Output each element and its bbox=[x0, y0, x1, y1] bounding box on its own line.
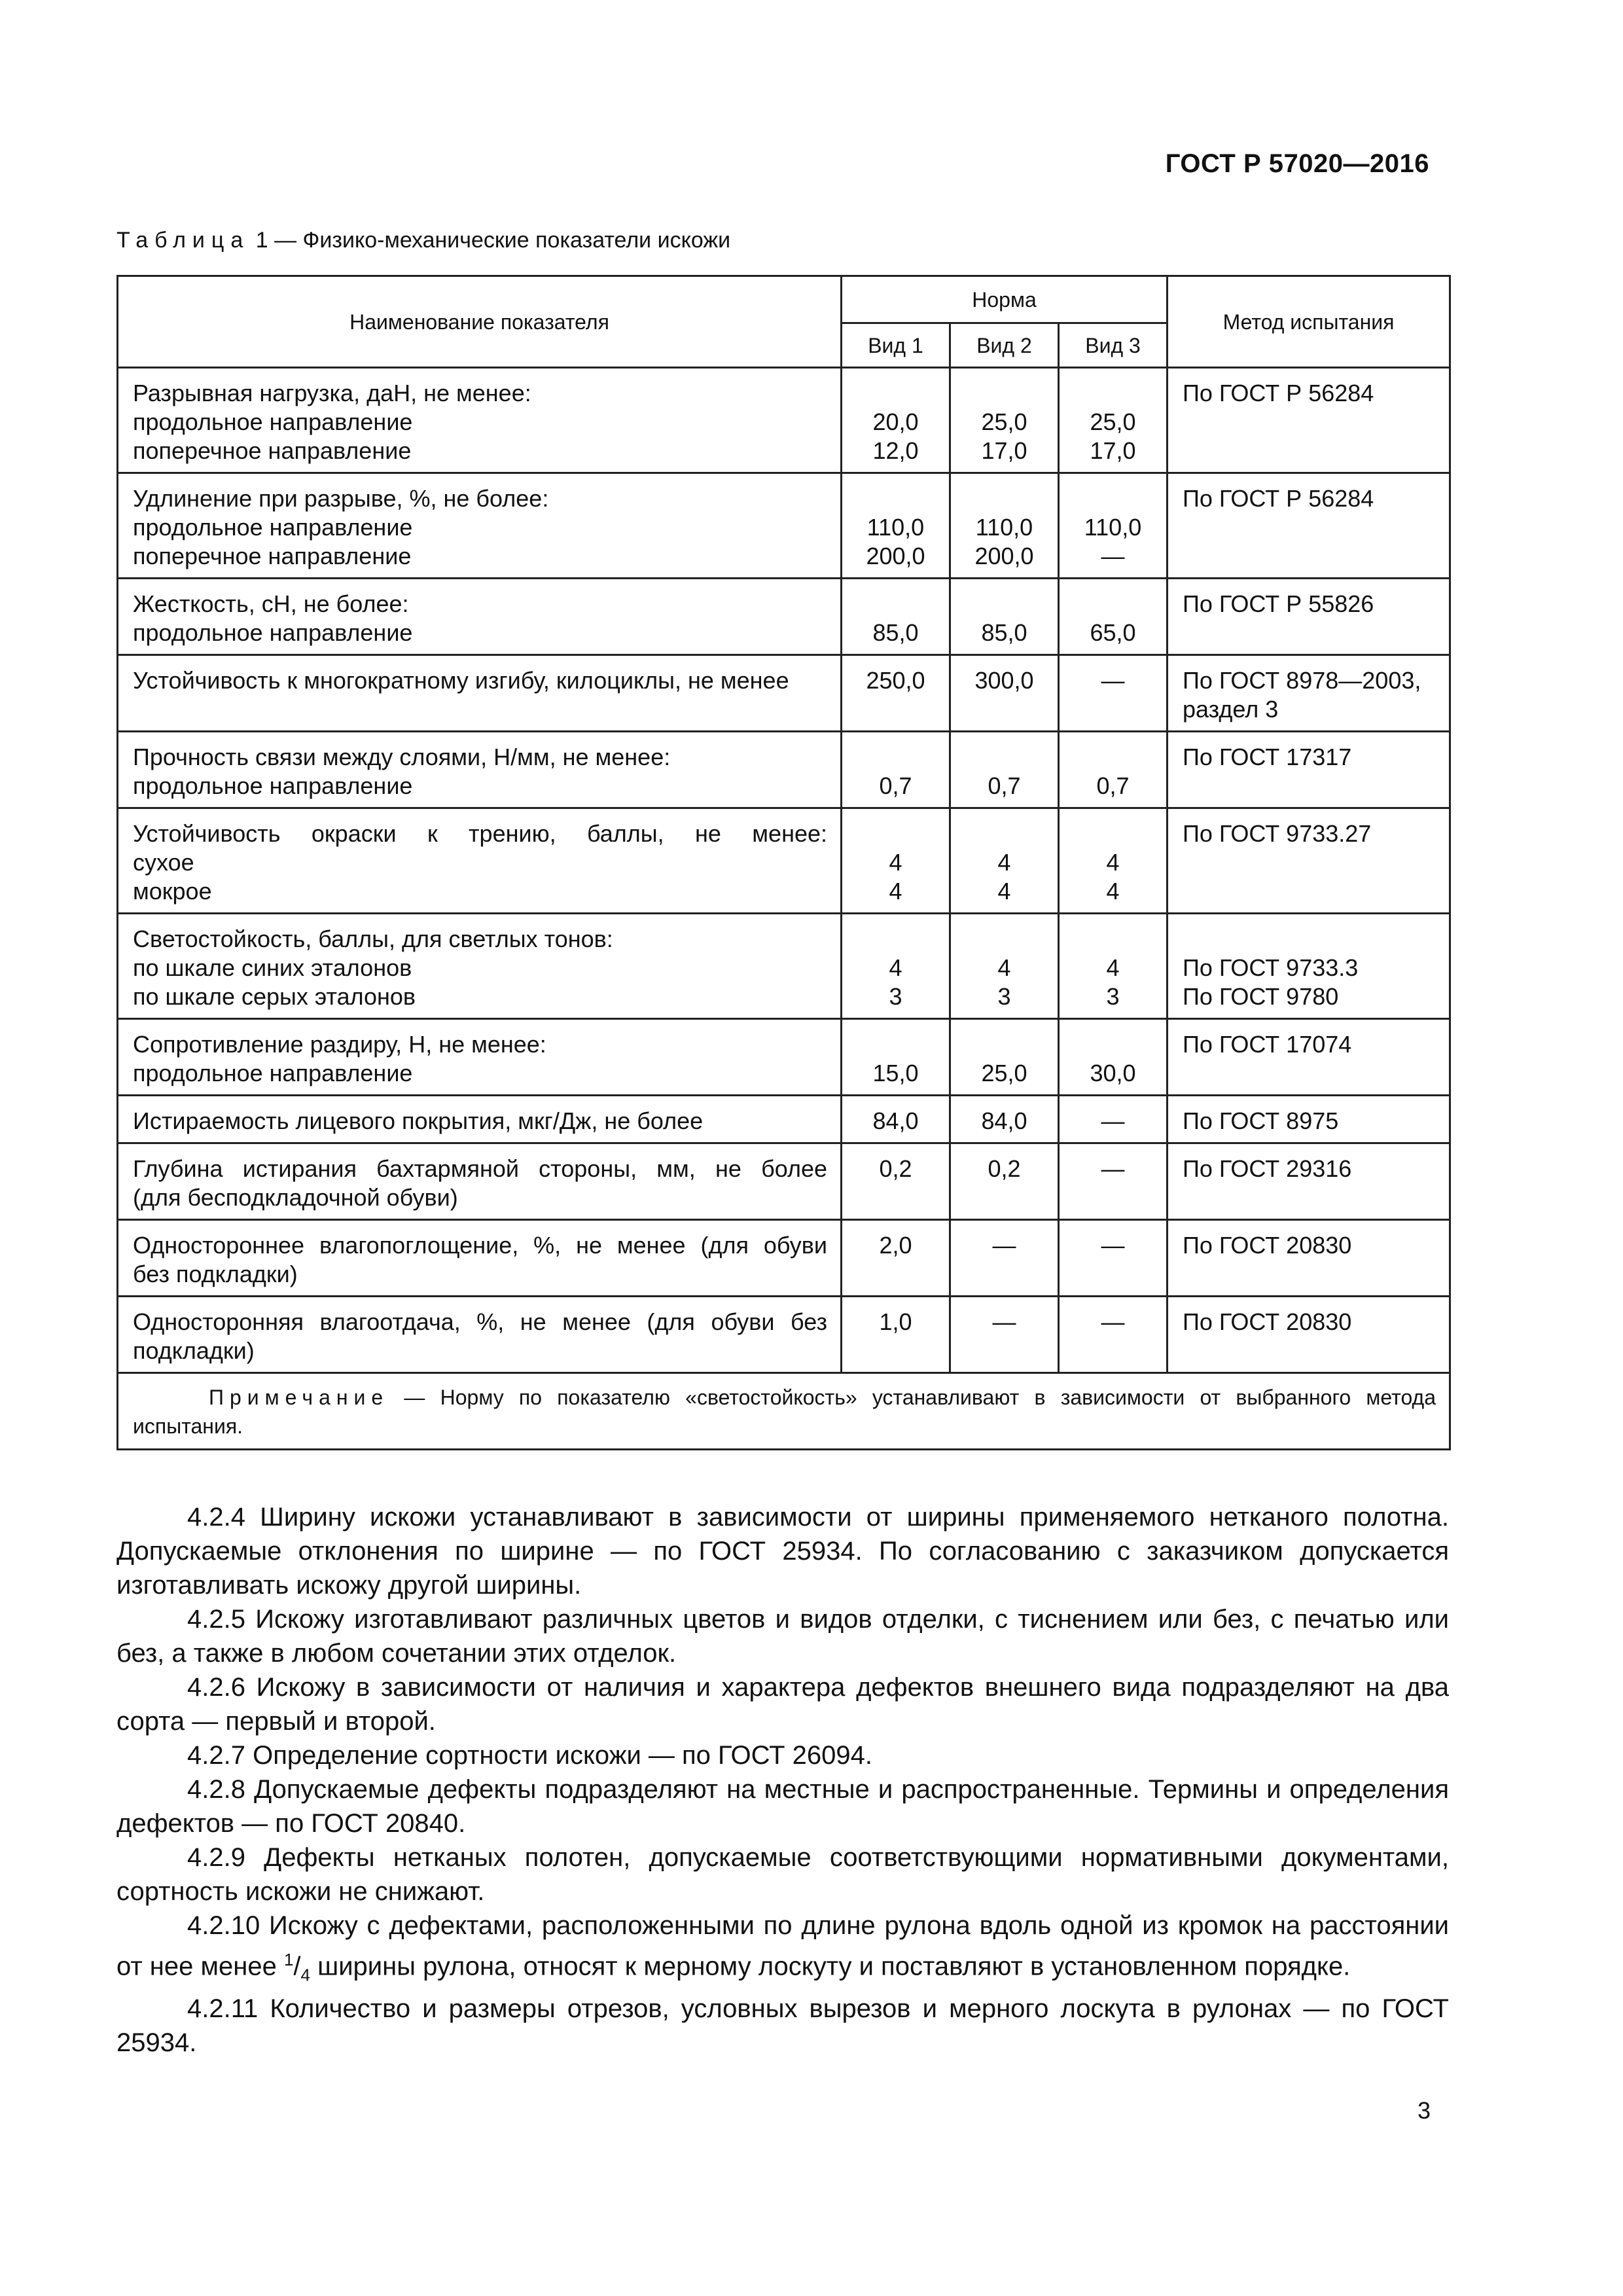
table-row bbox=[118, 1220, 1450, 1297]
header-norm: Норма bbox=[842, 276, 1168, 323]
type-1-value-cell-line: 2,0 bbox=[879, 1232, 912, 1259]
table-row bbox=[118, 1096, 1450, 1143]
indicator-name-cell bbox=[118, 914, 842, 1019]
type-2-value-cell-line: 0,2 bbox=[988, 1155, 1021, 1182]
test-method-cell-line: По ГОСТ 17317 bbox=[1183, 744, 1352, 770]
type-1-value-cell bbox=[842, 732, 950, 808]
indicator-name-cell bbox=[118, 1220, 842, 1297]
indicator-name-cell-line: без подкладки) bbox=[133, 1261, 298, 1287]
type-2-value-cell-line: 4 bbox=[997, 849, 1011, 876]
indicator-name-cell bbox=[118, 1143, 842, 1220]
type-2-value-cell bbox=[950, 579, 1059, 655]
type-2-value-cell-line bbox=[957, 1030, 1051, 1059]
indicator-name-cell-line: продольное направление bbox=[133, 1060, 413, 1086]
type-2-value-cell-line bbox=[957, 925, 1051, 954]
type-1-value-cell-line: 0,7 bbox=[879, 772, 912, 799]
body-paragraph: 4.2.5 Искожу изготавливают различных цветов и видов отделки, с тиснением или без, с печатью или без, а также в любом сочетании этих отделок. bbox=[116, 1605, 1449, 1668]
test-method-cell-line: По ГОСТ 20830 bbox=[1183, 1308, 1352, 1335]
type-3-value-cell bbox=[1059, 808, 1168, 914]
test-method-cell-line: По ГОСТ 8975 bbox=[1183, 1107, 1339, 1134]
type-3-value-cell-line: — bbox=[1101, 1308, 1125, 1335]
type-3-value-cell-line bbox=[1066, 819, 1160, 848]
body-paragraph: 4.2.7 Определение сортности искожи — по ГОСТ 26094. bbox=[187, 1741, 873, 1770]
type-2-value-cell-line bbox=[957, 819, 1051, 848]
type-3-value-cell bbox=[1059, 1297, 1168, 1373]
table-note bbox=[118, 1373, 1450, 1450]
indicator-name-cell-line: Односторонняя влагоотдача, %, не менее (для обуви без bbox=[133, 1308, 827, 1335]
test-method-cell-line: По ГОСТ 8978—2003, bbox=[1183, 667, 1421, 694]
type-2-value-cell bbox=[950, 732, 1059, 808]
body-text bbox=[116, 1500, 1449, 2060]
type-2-value-cell-line: 85,0 bbox=[981, 619, 1027, 646]
test-method-cell-line: По ГОСТ 17074 bbox=[1183, 1031, 1352, 1058]
type-2-value-cell-line: 17,0 bbox=[981, 437, 1027, 464]
test-method-cell bbox=[1168, 368, 1450, 473]
type-1-value-cell-line: 15,0 bbox=[872, 1060, 919, 1086]
table-row bbox=[118, 655, 1450, 732]
indicator-name-cell-line: Светостойкость, баллы, для светлых тонов: bbox=[133, 925, 613, 952]
type-3-value-cell-line: 4 bbox=[1106, 878, 1120, 905]
type-1-value-cell-line: 12,0 bbox=[872, 437, 919, 464]
table-caption-prefix: Таблица bbox=[116, 228, 250, 253]
type-1-value-cell-line: 200,0 bbox=[866, 543, 925, 569]
type-1-value-cell bbox=[842, 1143, 950, 1220]
indicator-name-cell-line: поперечное направление bbox=[133, 543, 412, 569]
type-1-value-cell-line: 4 bbox=[889, 954, 902, 981]
type-3-value-cell bbox=[1059, 368, 1168, 473]
page-number: 3 bbox=[1417, 2097, 1431, 2124]
test-method-cell bbox=[1168, 1096, 1450, 1143]
type-3-value-cell-line: 30,0 bbox=[1090, 1060, 1136, 1086]
test-method-cell bbox=[1168, 808, 1450, 914]
body-paragraph: 4.2.6 Искожу в зависимости от наличия и характера дефектов внешнего вида подразделяют на два сорта — первый и второй. bbox=[116, 1673, 1449, 1736]
indicator-name-cell bbox=[118, 1096, 842, 1143]
type-2-value-cell bbox=[950, 655, 1059, 732]
type-3-value-cell-line: 3 bbox=[1106, 983, 1120, 1010]
table-row bbox=[118, 579, 1450, 655]
indicator-name-cell-line: продольное направление bbox=[133, 619, 413, 646]
type-2-value-cell-line: 110,0 bbox=[975, 514, 1033, 541]
test-method-cell bbox=[1168, 1143, 1450, 1220]
type-3-value-cell bbox=[1059, 914, 1168, 1019]
type-3-value-cell-line bbox=[1066, 484, 1160, 513]
type-3-value-cell bbox=[1059, 732, 1168, 808]
test-method-cell-line: По ГОСТ Р 56284 bbox=[1183, 485, 1374, 512]
type-3-value-cell-line: 4 bbox=[1106, 954, 1120, 981]
type-1-value-cell bbox=[842, 655, 950, 732]
indicator-name-cell-line: мокрое bbox=[133, 878, 212, 905]
type-1-value-cell-line: 84,0 bbox=[872, 1107, 919, 1134]
type-3-value-cell-line: — bbox=[1101, 1232, 1125, 1259]
indicator-name-cell-line: продольное направление bbox=[133, 772, 413, 799]
test-method-cell-line: По ГОСТ 29316 bbox=[1183, 1155, 1352, 1182]
type-1-value-cell-line: 4 bbox=[889, 878, 902, 905]
type-1-value-cell bbox=[842, 1220, 950, 1297]
type-2-value-cell-line: 3 bbox=[997, 983, 1011, 1010]
test-method-cell bbox=[1168, 473, 1450, 579]
indicator-name-cell-line: Жесткость, сН, не более: bbox=[133, 590, 409, 617]
type-1-value-cell-line bbox=[849, 379, 942, 408]
type-1-value-cell bbox=[842, 579, 950, 655]
header-type-1: Вид 1 bbox=[842, 323, 950, 368]
indicator-name-cell-line: Глубина истирания бахтармяной стороны, мм, не более bbox=[133, 1155, 827, 1182]
type-3-value-cell-line bbox=[1066, 379, 1160, 408]
test-method-cell bbox=[1168, 1019, 1450, 1096]
test-method-cell-line: По ГОСТ 9733.27 bbox=[1183, 820, 1372, 847]
type-2-value-cell-line: — bbox=[992, 1232, 1016, 1259]
indicator-name-cell bbox=[118, 473, 842, 579]
type-3-value-cell-line: — bbox=[1101, 667, 1125, 694]
fraction-denominator: 4 bbox=[300, 1965, 310, 1985]
table-row bbox=[118, 1297, 1450, 1373]
type-1-value-cell-line: 85,0 bbox=[872, 619, 919, 646]
test-method-cell-line: По ГОСТ Р 56284 bbox=[1183, 380, 1374, 406]
type-1-value-cell-line bbox=[849, 819, 942, 848]
body-paragraph: 4.2.9 Дефекты нетканых полотен, допускаемые соответствующими нормативными документами, сортность искожи не снижают. bbox=[116, 1843, 1449, 1906]
type-1-value-cell-line: 110,0 bbox=[866, 514, 925, 541]
test-method-cell-line: По ГОСТ 9733.3 bbox=[1183, 954, 1359, 981]
table-row bbox=[118, 473, 1450, 579]
type-2-value-cell-line bbox=[957, 743, 1051, 772]
type-3-value-cell bbox=[1059, 1143, 1168, 1220]
type-1-value-cell-line: 0,2 bbox=[879, 1155, 912, 1182]
indicator-name-cell bbox=[118, 579, 842, 655]
type-3-value-cell bbox=[1059, 655, 1168, 732]
indicator-name-cell-line: Прочность связи между слоями, Н/мм, не менее: bbox=[133, 744, 671, 770]
indicator-name-cell-line: сухое bbox=[133, 849, 194, 876]
table-row bbox=[118, 808, 1450, 914]
type-2-value-cell-line bbox=[957, 484, 1051, 513]
type-2-value-cell-line: — bbox=[992, 1308, 1016, 1335]
type-3-value-cell-line: 110,0 bbox=[1084, 514, 1142, 541]
table-row bbox=[118, 914, 1450, 1019]
document-id: ГОСТ Р 57020—2016 bbox=[1165, 149, 1429, 178]
test-method-cell bbox=[1168, 1297, 1450, 1373]
type-1-value-cell-line: 1,0 bbox=[879, 1308, 912, 1335]
type-2-value-cell-line: 25,0 bbox=[981, 1060, 1027, 1086]
indicator-name-cell-line: Разрывная нагрузка, даН, не менее: bbox=[133, 380, 531, 406]
type-2-value-cell-line: 4 bbox=[997, 954, 1011, 981]
type-2-value-cell-line bbox=[957, 590, 1051, 619]
type-3-value-cell-line: — bbox=[1101, 543, 1125, 569]
test-method-cell bbox=[1168, 579, 1450, 655]
type-3-value-cell-line bbox=[1066, 590, 1160, 619]
note-label: Примечание bbox=[209, 1386, 389, 1409]
type-1-value-cell-line: 4 bbox=[889, 849, 902, 876]
indicator-name-cell-line: Устойчивость окраски к трению, баллы, не менее: bbox=[133, 820, 827, 847]
indicator-name-cell-line: Удлинение при разрыве, %, не более: bbox=[133, 485, 549, 512]
type-2-value-cell bbox=[950, 368, 1059, 473]
type-3-value-cell bbox=[1059, 579, 1168, 655]
type-3-value-cell-line: 25,0 bbox=[1090, 408, 1136, 435]
type-3-value-cell bbox=[1059, 1019, 1168, 1096]
type-3-value-cell-line bbox=[1066, 1030, 1160, 1059]
type-1-value-cell-line bbox=[849, 925, 942, 954]
type-2-value-cell bbox=[950, 1096, 1059, 1143]
type-2-value-cell bbox=[950, 1143, 1059, 1220]
type-1-value-cell bbox=[842, 368, 950, 473]
test-method-cell-line: По ГОСТ 20830 bbox=[1183, 1232, 1352, 1259]
type-1-value-cell bbox=[842, 473, 950, 579]
type-3-value-cell-line: 17,0 bbox=[1090, 437, 1136, 464]
type-1-value-cell-line: 20,0 bbox=[872, 408, 919, 435]
type-3-value-cell-line bbox=[1066, 743, 1160, 772]
paragraph-4-2-11: 4.2.11 Количество и размеры отрезов, условных вырезов и мерного лоскута в рулонах — по ГОСТ 25934. bbox=[116, 1994, 1449, 2058]
type-2-value-cell bbox=[950, 1019, 1059, 1096]
indicator-name-cell-line: Одностороннее влагопоглощение, %, не менее (для обуви bbox=[133, 1232, 827, 1259]
type-3-value-cell-line bbox=[1066, 925, 1160, 954]
table-row bbox=[118, 732, 1450, 808]
table-caption bbox=[116, 228, 730, 253]
indicator-name-cell-line: продольное направление bbox=[133, 408, 413, 435]
indicator-name-cell-line: Устойчивость к многократному изгибу, килоциклы, не менее bbox=[133, 667, 789, 694]
type-1-value-cell-line bbox=[849, 484, 942, 513]
indicator-name-cell-line: (для бесподкладочной обуви) bbox=[133, 1184, 458, 1211]
type-1-value-cell-line: 250,0 bbox=[866, 667, 925, 694]
test-method-cell bbox=[1168, 655, 1450, 732]
indicator-name-cell-line: Сопротивление раздиру, Н, не менее: bbox=[133, 1031, 546, 1058]
type-3-value-cell-line: — bbox=[1101, 1107, 1125, 1134]
indicator-name-cell bbox=[118, 1297, 842, 1373]
indicator-name-cell-line: Истираемость лицевого покрытия, мкг/Дж, не более bbox=[133, 1107, 704, 1134]
type-3-value-cell bbox=[1059, 473, 1168, 579]
fraction-numerator: 1 bbox=[283, 1950, 294, 1969]
type-2-value-cell-line bbox=[957, 379, 1051, 408]
indicator-name-cell-line: поперечное направление bbox=[133, 437, 412, 464]
body-paragraph: 4.2.4 Ширину искожи устанавливают в зависимости от ширины применяемого нетканого полотна. Допускаемые отклонения по ширине — по ГОСТ 25934. По согласованию с заказчиком допускается изготавливать искожу другой ширины. bbox=[116, 1503, 1449, 1600]
indicator-name-cell-line: по шкале синих эталонов bbox=[133, 954, 412, 981]
type-2-value-cell bbox=[950, 914, 1059, 1019]
type-3-value-cell-line: 0,7 bbox=[1096, 772, 1130, 799]
header-type-3: Вид 3 bbox=[1059, 323, 1168, 368]
properties-table bbox=[116, 275, 1451, 1450]
header-indicator-name: Наименование показателя bbox=[118, 276, 842, 368]
indicator-name-cell-line: продольное направление bbox=[133, 514, 413, 541]
paragraph-4-2-10: 4.2.10 Искожу с дефектами, расположенными по длине рулона вдоль одной из кромок на расстоянии от нее менее $^1/_4$ ширины рулона, относят к мерному лоскуту и поставляют в установленном порядке. bbox=[116, 1911, 1449, 1985]
type-2-value-cell-line: 200,0 bbox=[974, 543, 1034, 569]
type-1-value-cell-line: 3 bbox=[889, 983, 902, 1010]
type-1-value-cell bbox=[842, 1096, 950, 1143]
header-type-2: Вид 2 bbox=[950, 323, 1059, 368]
test-method-cell bbox=[1168, 732, 1450, 808]
table-row bbox=[118, 1019, 1450, 1096]
header-test-method: Метод испытания bbox=[1168, 276, 1450, 368]
table-row bbox=[118, 368, 1450, 473]
type-2-value-cell bbox=[950, 473, 1059, 579]
type-3-value-cell bbox=[1059, 1096, 1168, 1143]
indicator-name-cell bbox=[118, 1019, 842, 1096]
indicator-name-cell bbox=[118, 732, 842, 808]
type-2-value-cell bbox=[950, 1297, 1059, 1373]
type-2-value-cell bbox=[950, 808, 1059, 914]
type-3-value-cell-line: — bbox=[1101, 1155, 1125, 1182]
body-paragraph: 4.2.8 Допускаемые дефекты подразделяют на местные и распространенные. Термины и определения дефектов — по ГОСТ 20840. bbox=[116, 1775, 1449, 1838]
indicator-name-cell bbox=[118, 808, 842, 914]
type-2-value-cell-line: 300,0 bbox=[974, 667, 1034, 694]
type-2-value-cell-line: 0,7 bbox=[988, 772, 1021, 799]
type-2-value-cell-line: 4 bbox=[997, 878, 1011, 905]
type-1-value-cell bbox=[842, 914, 950, 1019]
test-method-cell-line: По ГОСТ 9780 bbox=[1183, 983, 1339, 1010]
type-1-value-cell-line bbox=[849, 1030, 942, 1059]
table-caption-title: 1 — Физико-механические показатели искожи bbox=[249, 228, 731, 253]
note-text: — Норму по показателю «светостойкость» устанавливают в зависимости от выбранного метода испытания. bbox=[133, 1386, 1436, 1438]
type-1-value-cell bbox=[842, 1297, 950, 1373]
type-2-value-cell-line: 25,0 bbox=[981, 408, 1027, 435]
type-3-value-cell-line: 4 bbox=[1106, 849, 1120, 876]
indicator-name-cell-line: подкладки) bbox=[133, 1337, 255, 1364]
type-1-value-cell-line bbox=[849, 743, 942, 772]
test-method-cell-line: По ГОСТ Р 55826 bbox=[1183, 590, 1374, 617]
type-1-value-cell bbox=[842, 1019, 950, 1096]
indicator-name-cell-line: по шкале серых эталонов bbox=[133, 983, 416, 1010]
test-method-cell-line: раздел 3 bbox=[1183, 696, 1279, 723]
test-method-cell-line bbox=[1183, 925, 1440, 954]
type-2-value-cell-line: 84,0 bbox=[981, 1107, 1027, 1134]
test-method-cell bbox=[1168, 914, 1450, 1019]
indicator-name-cell bbox=[118, 368, 842, 473]
type-1-value-cell-line bbox=[849, 590, 942, 619]
type-3-value-cell-line: 65,0 bbox=[1090, 619, 1136, 646]
type-3-value-cell bbox=[1059, 1220, 1168, 1297]
test-method-cell bbox=[1168, 1220, 1450, 1297]
indicator-name-cell bbox=[118, 655, 842, 732]
table-row bbox=[118, 1143, 1450, 1220]
type-2-value-cell bbox=[950, 1220, 1059, 1297]
type-1-value-cell bbox=[842, 808, 950, 914]
